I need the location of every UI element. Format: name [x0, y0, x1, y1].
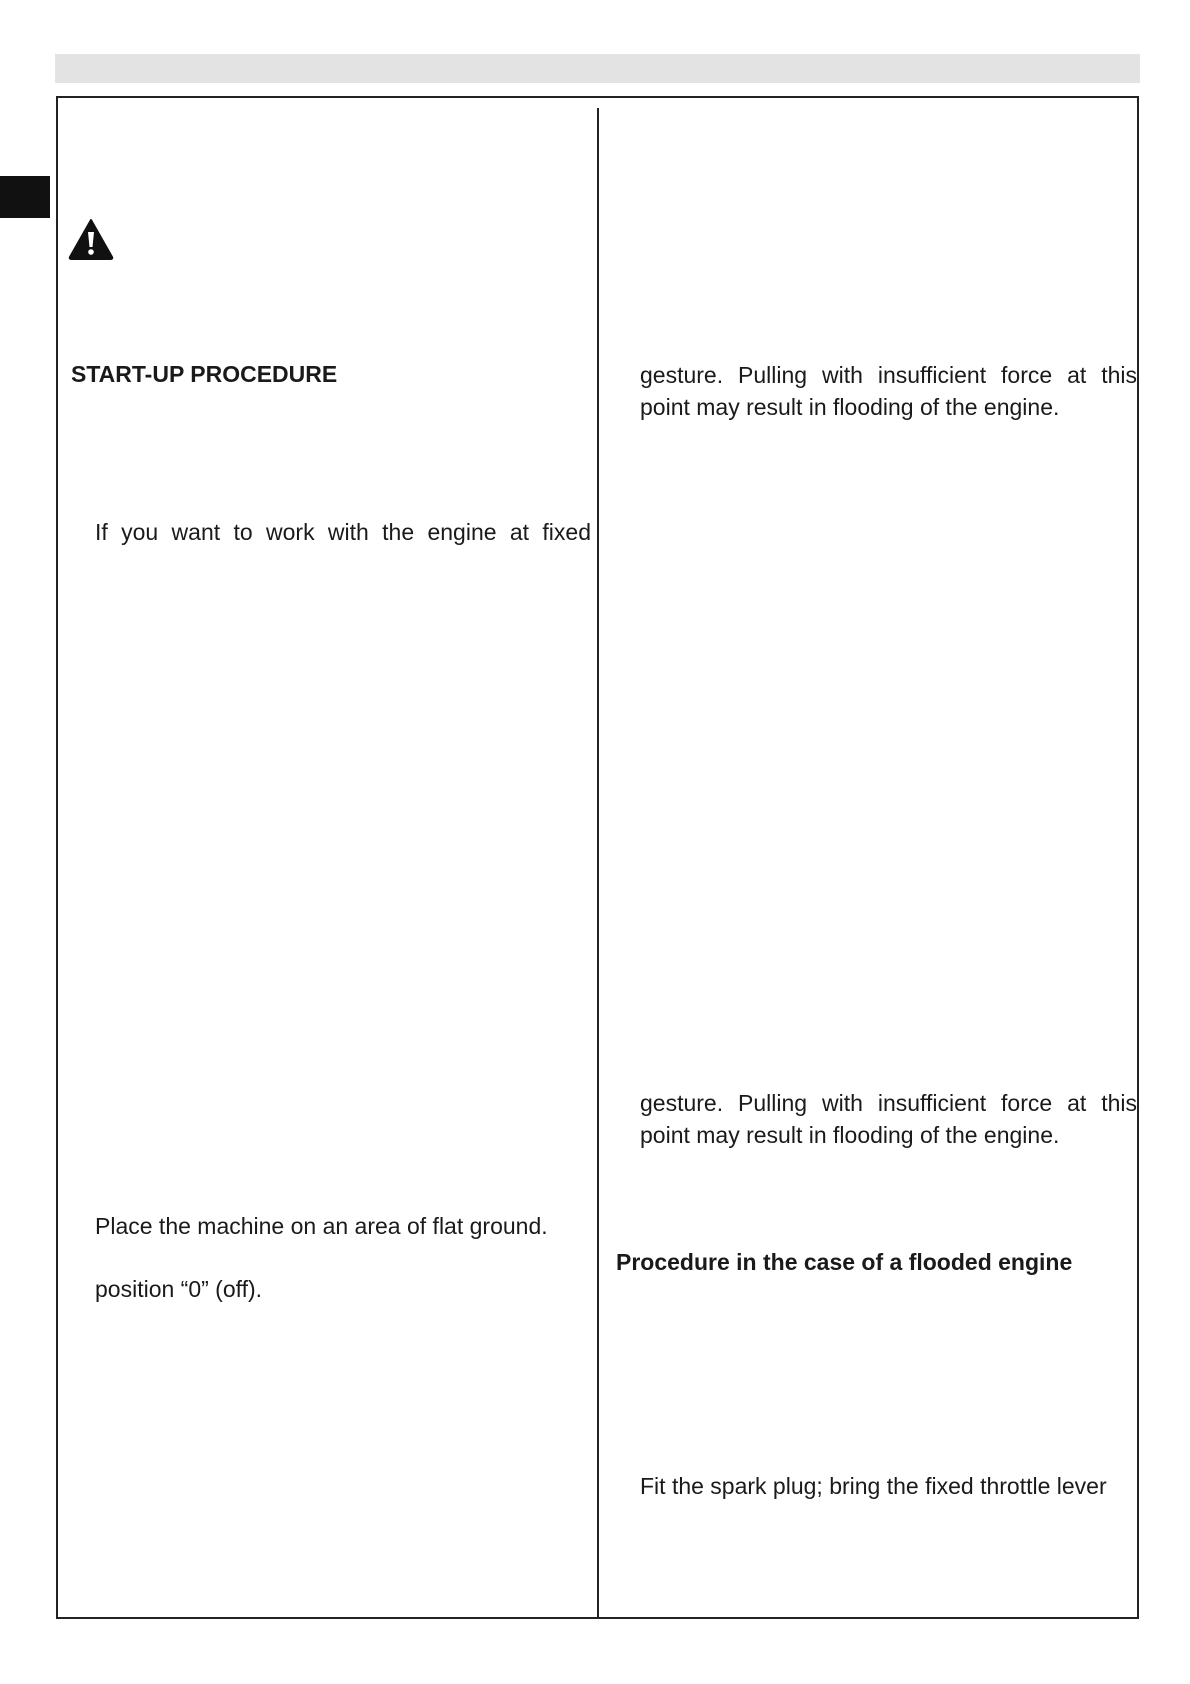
spark-plug-text: Fit the spark plug; bring the fixed throttle lever [640, 1473, 1107, 1499]
gesture-warning-repeat-line-2: point may result in flooding of the engine. [640, 1122, 1060, 1148]
gesture-warning-line-1: gesture. Pulling with insufficient force at this [640, 362, 1137, 388]
start-up-procedure-heading: START-UP PROCEDURE [71, 361, 338, 387]
language-tab [0, 176, 50, 218]
gesture-warning-line-2: point may result in flooding of the engine. [640, 394, 1060, 420]
position-off-text: position “0” (off). [95, 1276, 263, 1302]
warning-triangle-icon [68, 218, 114, 260]
gesture-warning-repeat-line-1: gesture. Pulling with insufficient force at this [640, 1090, 1137, 1116]
column-divider [597, 108, 599, 1618]
flat-ground-text: Place the machine on an area of flat ground. [95, 1213, 548, 1239]
flooded-engine-heading: Procedure in the case of a flooded engine [616, 1249, 1073, 1275]
header-bar [55, 54, 1140, 83]
fixed-throttle-text: If you want to work with the engine at fixed [95, 519, 591, 545]
